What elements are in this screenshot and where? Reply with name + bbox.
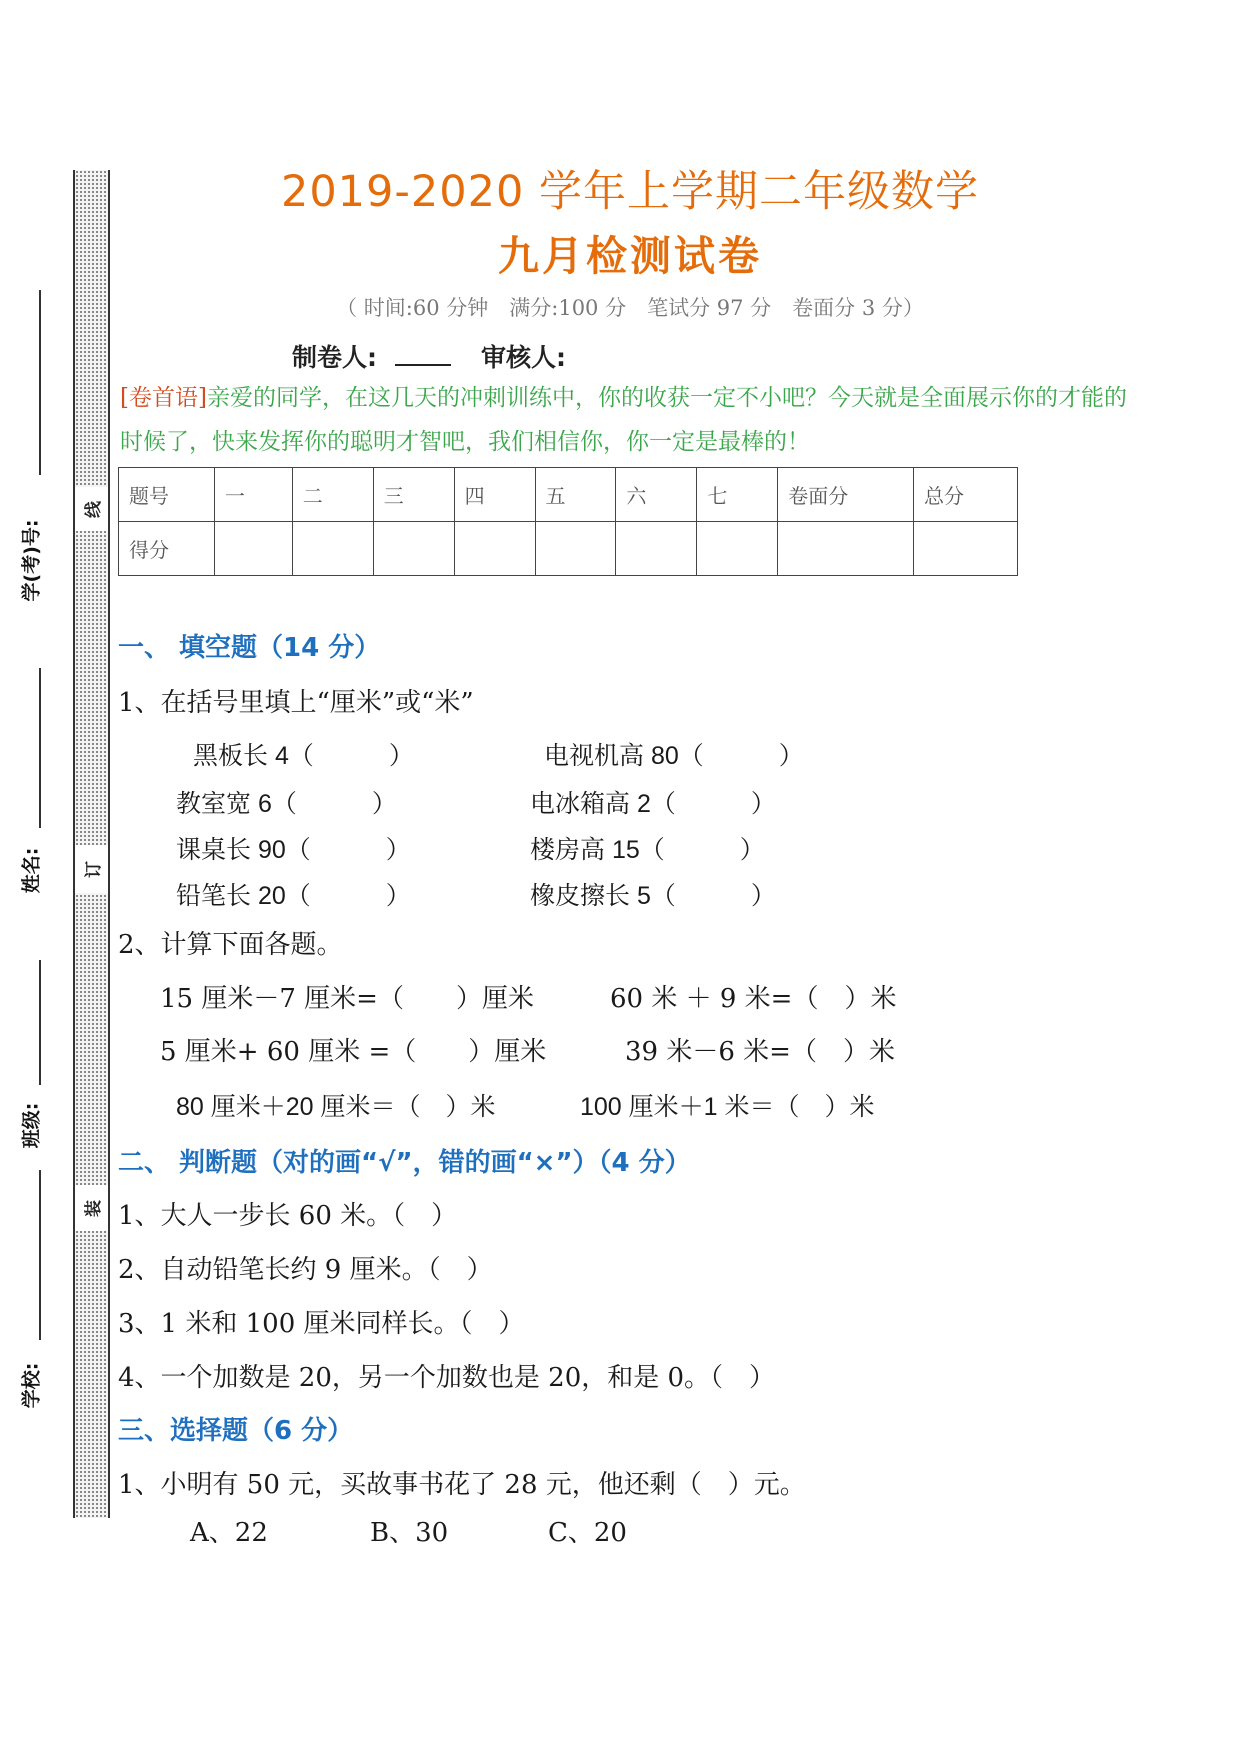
calc-item[interactable]: 100 厘米＋1 米＝（ ）米 xyxy=(580,1093,875,1121)
preface-tag: [卷首语] xyxy=(120,385,207,411)
score-cell[interactable] xyxy=(778,522,914,576)
score-cell[interactable] xyxy=(373,522,454,576)
class-label: 班级: xyxy=(20,1102,43,1148)
name-label: 姓名: xyxy=(20,847,43,893)
table-cell: 得分 xyxy=(119,522,215,576)
section3-heading: 三、选择题（6 分） xyxy=(118,1416,354,1446)
section1-heading: 一、 填空题（14 分） xyxy=(118,633,381,663)
table-cell: 七 xyxy=(697,468,778,522)
table-cell: 五 xyxy=(535,468,616,522)
binding-strip xyxy=(73,170,110,1518)
score-cell[interactable] xyxy=(535,522,616,576)
class-line[interactable] xyxy=(39,960,41,1085)
question-1-1-stem: 1、在括号里填上“厘米”或“米” xyxy=(118,688,474,718)
name-line[interactable] xyxy=(39,668,41,828)
table-cell: 二 xyxy=(292,468,373,522)
score-table-score-row xyxy=(119,522,1018,576)
table-cell: 题号 xyxy=(119,468,215,522)
student-id-line[interactable] xyxy=(39,290,41,475)
score-cell[interactable] xyxy=(697,522,778,576)
school-label: 学校: xyxy=(20,1362,43,1408)
binding-mark-bind: 订 xyxy=(75,845,108,893)
calc-item[interactable]: 60 米 ＋ 9 米=（ ）米 xyxy=(610,984,897,1014)
score-cell[interactable] xyxy=(214,522,292,576)
calc-item[interactable]: 5 厘米+ 60 厘米 =（ ）厘米 xyxy=(160,1037,547,1067)
fill-item[interactable]: 课桌长 90（ ） xyxy=(176,836,411,864)
fill-item[interactable]: 黑板长 4（ ） xyxy=(193,742,414,770)
judge-item[interactable]: 3、1 米和 100 厘米同样长。（ ） xyxy=(118,1309,525,1339)
fill-item[interactable]: 教室宽 6（ ） xyxy=(176,790,397,818)
judge-item[interactable]: 2、自动铅笔长约 9 厘米。（ ） xyxy=(118,1255,493,1285)
score-cell[interactable] xyxy=(292,522,373,576)
binding-mark-pack: 装 xyxy=(75,1185,108,1231)
preface xyxy=(120,376,1130,464)
judge-item[interactable]: 4、一个加数是 20，另一个加数也是 20，和是 0。（ ） xyxy=(118,1363,776,1393)
table-cell: 三 xyxy=(373,468,454,522)
calc-item[interactable]: 80 厘米＋20 厘米＝（ ）米 xyxy=(176,1093,496,1121)
binding-mark-line: 线 xyxy=(75,487,108,531)
page-title: 2019-2020 学年上学期二年级数学 xyxy=(280,167,980,217)
choice-option-c[interactable]: C、20 xyxy=(548,1518,627,1548)
score-table-header-row xyxy=(119,468,1018,522)
calc-item[interactable]: 15 厘米－7 厘米=（ ）厘米 xyxy=(160,984,534,1014)
calc-item[interactable]: 39 米－6 米=（ ）米 xyxy=(625,1037,895,1067)
fill-item[interactable]: 电冰箱高 2（ ） xyxy=(530,790,776,818)
table-cell: 六 xyxy=(616,468,697,522)
maker-blank[interactable] xyxy=(395,360,451,366)
table-cell: 卷面分 xyxy=(778,468,914,522)
score-cell[interactable] xyxy=(616,522,697,576)
school-line[interactable] xyxy=(39,1170,41,1340)
maker-label: 制卷人: xyxy=(292,343,377,372)
table-cell: 一 xyxy=(214,468,292,522)
exam-info: （ 时间:60 分钟 满分:100 分 笔试分 97 分 卷面分 3 分） xyxy=(336,296,924,320)
maker-reviewer-row xyxy=(292,338,566,374)
choice-option-b[interactable]: B、30 xyxy=(370,1518,449,1548)
reviewer-label: 审核人: xyxy=(481,343,566,372)
table-cell: 四 xyxy=(454,468,535,522)
fill-item[interactable]: 电视机高 80（ ） xyxy=(544,742,804,770)
score-cell[interactable] xyxy=(914,522,1018,576)
fill-item[interactable]: 楼房高 15（ ） xyxy=(530,836,765,864)
preface-text: 亲爱的同学，在这几天的冲刺训练中，你的收获一定不小吧？今天就是全面展示你的才能的时候了，快来发挥你的聪明才智吧，我们相信你，你一定是最棒的！ xyxy=(120,385,1127,455)
table-cell: 总分 xyxy=(914,468,1018,522)
fill-item[interactable]: 铅笔长 20（ ） xyxy=(176,882,411,910)
question-1-2-stem: 2、计算下面各题。 xyxy=(118,930,343,960)
page-subtitle: 九月检测试卷 xyxy=(498,232,762,280)
score-table xyxy=(118,467,1018,576)
choice-question: 1、小明有 50 元，买故事书花了 28 元，他还剩（ ）元。 xyxy=(118,1470,806,1500)
score-cell[interactable] xyxy=(454,522,535,576)
section2-heading: 二、 判断题（对的画“√”，错的画“×”）（4 分） xyxy=(118,1148,691,1178)
student-id-label: 学(考)号: xyxy=(20,519,43,601)
judge-item[interactable]: 1、大人一步长 60 米。（ ） xyxy=(118,1201,458,1231)
fill-item[interactable]: 橡皮擦长 5（ ） xyxy=(530,882,776,910)
choice-option-a[interactable]: A、22 xyxy=(190,1518,268,1548)
